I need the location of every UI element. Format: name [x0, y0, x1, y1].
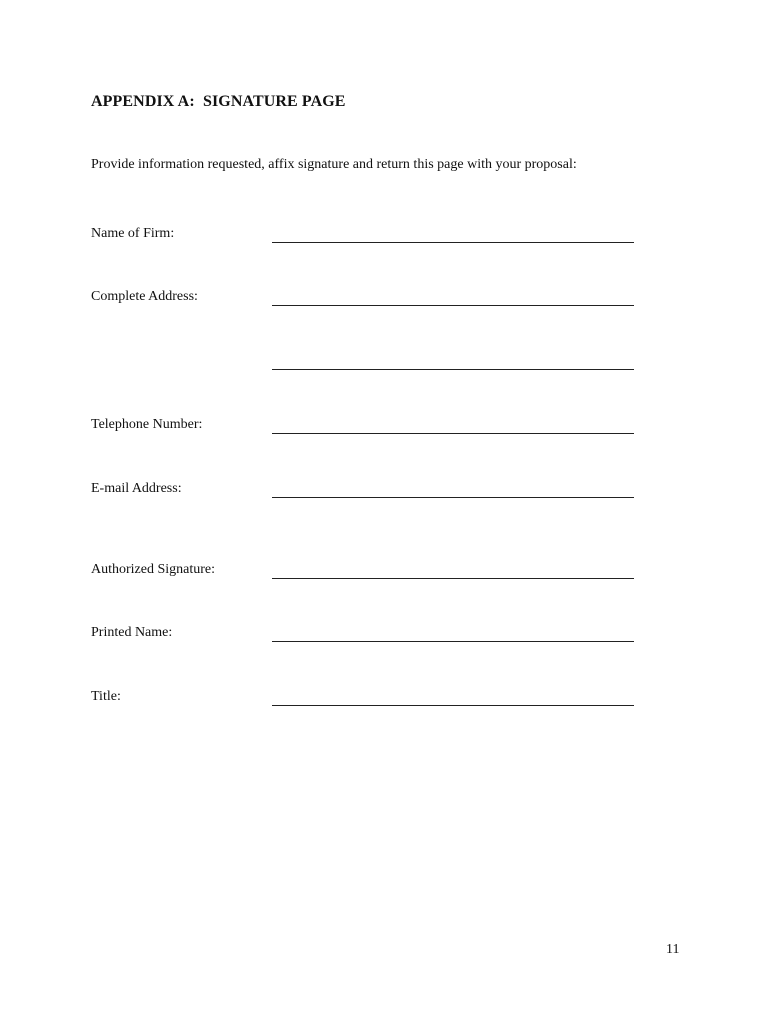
- telephone-number-label: Telephone Number:: [91, 417, 203, 432]
- instructions-text: Provide information requested, affix signature and return this page with your proposal:: [91, 157, 577, 172]
- telephone-number-field-line[interactable]: [272, 433, 634, 434]
- complete-address-second-field-line[interactable]: [272, 369, 634, 370]
- complete-address-field-line[interactable]: [272, 305, 634, 306]
- complete-address-label: Complete Address:: [91, 289, 198, 304]
- page-number: 11: [666, 942, 680, 957]
- email-address-label: E-mail Address:: [91, 481, 182, 496]
- name-of-firm-label: Name of Firm:: [91, 226, 175, 241]
- authorized-signature-field-line[interactable]: [272, 578, 634, 579]
- printed-name-field-line[interactable]: [272, 641, 634, 642]
- printed-name-label: Printed Name:: [91, 625, 173, 640]
- page-title: APPENDIX A: SIGNATURE PAGE: [91, 93, 346, 110]
- email-address-field-line[interactable]: [272, 497, 634, 498]
- title-label: Title:: [91, 689, 121, 704]
- name-of-firm-field-line[interactable]: [272, 242, 634, 243]
- title-field-line[interactable]: [272, 705, 634, 706]
- authorized-signature-label: Authorized Signature:: [91, 562, 216, 577]
